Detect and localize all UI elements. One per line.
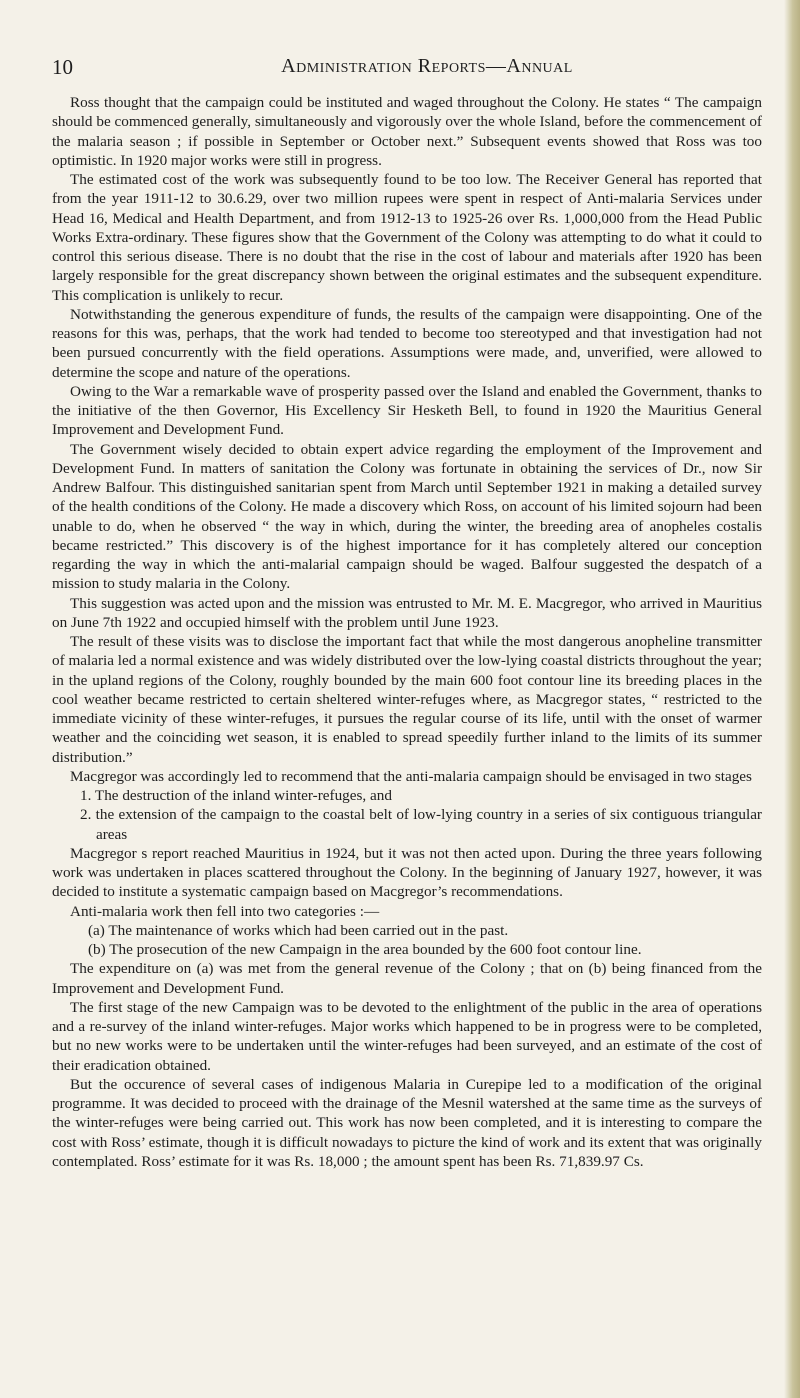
paragraph: Ross thought that the campaign could be instituted and waged throughout the Colony. He states “ The campaign should be commenced generally, simultaneously and vigorously over the whole Island, before the commencement of the malaria season ; if possible in September or October next.” Subsequent events showed that Ross was too optimistic. In 1920 major works were still in progress. [52, 94, 762, 169]
paragraph: Owing to the War a remarkable wave of prosperity passed over the Island and enabled the Government, thanks to the initiative of the then Governor, His Excellency Sir Hesketh Bell, to found in 1920 the Mauritius General Improvement and Development Fund. [52, 382, 762, 439]
page-header [52, 55, 762, 87]
stage-list-item: 2. the extension of the campaign to the coastal belt of low-lying country in a series of six contiguous triangular areas [80, 806, 762, 843]
paragraph: The Government wisely decided to obtain expert advice regarding the employment of the Improvement and Development Fund. In matters of sanitation the Colony was fortunate in obtaining the services of Dr., now Sir Andrew Balfour. This distinguished sanitarian spent from March until September 1921 in making a detailed survey of the health conditions of the Colony. He made a discovery which Ross, on account of his limited sojourn had been unable to do, when he observed “ the way in which, during the winter, the breeding area of anopheles costalis became restricted.” This discovery is of the highest importance for it has completely altered our conception regarding the way in which the anti-malarial campaign should be waged. Balfour suggested the despatch of a mission to study malaria in the Colony. [52, 440, 762, 593]
category-list-item: (b) The prosecution of the new Campaign in the area bounded by the 600 foot contour line. [88, 941, 642, 958]
paragraph: This suggestion was acted upon and the mission was entrusted to Mr. M. E. Macgregor, who arrived in Mauritius on June 7th 1922 and occupied himself with the problem until June 1923. [52, 594, 762, 631]
body-text [52, 93, 762, 1171]
paragraph: The result of these visits was to disclose the important fact that while the most dangerous anopheline transmitter of malaria led a normal existence and was widely distributed over the low-lying coastal districts throughout the year; in the upland regions of the Colony, roughly bounded by the main 600 foot contour line its breeding places in the cool weather became restricted to certain sheltered winter-refuges where, as Macgregor states, “ restricted to the immediate vicinity of these winter-refuges, it pursues the regular course of its life, until with the onset of warmer weather and the coinciding wet season, it is enabled to spread speedily further inland to the limits of its summer distribution.” [52, 633, 762, 766]
running-head: Administration Reports—Annual [281, 55, 573, 77]
paragraph: But the occurence of several cases of indigenous Malaria in Curepipe led to a modification of the original programme. It was decided to proceed with the drainage of the Mesnil watershed at the same time as the surveys of the winter-refuges were being carried out. This work has now been completed, and it is interesting to compare the cost with Ross’ estimate, though it is difficult nowadays to picture the kind of work and its extent that was originally contemplated. Ross’ estimate for it was Rs. 18,000 ; the amount spent has been Rs. 71,839.97 Cs. [52, 1075, 762, 1170]
stage-list-item: 1. The destruction of the inland winter-refuges, and [80, 787, 392, 804]
paragraph: Macgregor was accordingly led to recommend that the anti-malaria campaign should be envisaged in two stages [70, 767, 752, 785]
paragraph: Notwithstanding the generous expenditure of funds, the results of the campaign were disappointing. One of the reasons for this was, perhaps, that the work had tended to become too stereotyped and that investigation had not been pursued concurrently with the field operations. Assumptions were made, and, unverified, were allowed to determine the scope and nature of the operations. [52, 305, 762, 381]
category-list-item: (a) The maintenance of works which had been carried out in the past. [88, 921, 509, 939]
paragraph: The estimated cost of the work was subsequently found to be too low. The Receiver General has reported that from the year 1911-12 to 30.6.29, over two million rupees were spent in respect of Anti-malaria Services under Head 16, Medical and Health Department, and from 1912-13 to 1925-26 over Rs. 1,000,000 from the Head Public Works Extra-ordinary. These figures show that the Government of the Colony was attempting to do what it could to control this serious disease. There is no doubt that the rise in the cost of labour and materials after 1920 has been largely responsible for the great discrepancy shown between the original estimates and the subsequent expenditure. This complication is unlikely to recur. [52, 171, 762, 304]
paragraph: Anti-malaria work then fell into two categories :— [70, 902, 380, 920]
page-number: 10 [52, 55, 73, 79]
paragraph: Macgregor s report reached Mauritius in 1924, but it was not then acted upon. During the three years following work was undertaken in places scattered throughout the Colony. In the beginning of January 1927, however, it was decided to institute a systematic campaign based on Macgregor’s recommendations. [52, 844, 762, 901]
paragraph: The first stage of the new Campaign was to be devoted to the enlightment of the public in the area of operations and a re-survey of the inland winter-refuges. Major works which happened to be in progress were to be completed, but no new works were to be undertaken until the winter-refuges had been surveyed, and an estimate of the cost of their eradication obtained. [52, 998, 762, 1074]
page-edge-shadow [784, 0, 800, 1398]
paragraph: The expenditure on (a) was met from the general revenue of the Colony ; that on (b) being financed from the Improvement and Development Fund. [52, 960, 762, 997]
